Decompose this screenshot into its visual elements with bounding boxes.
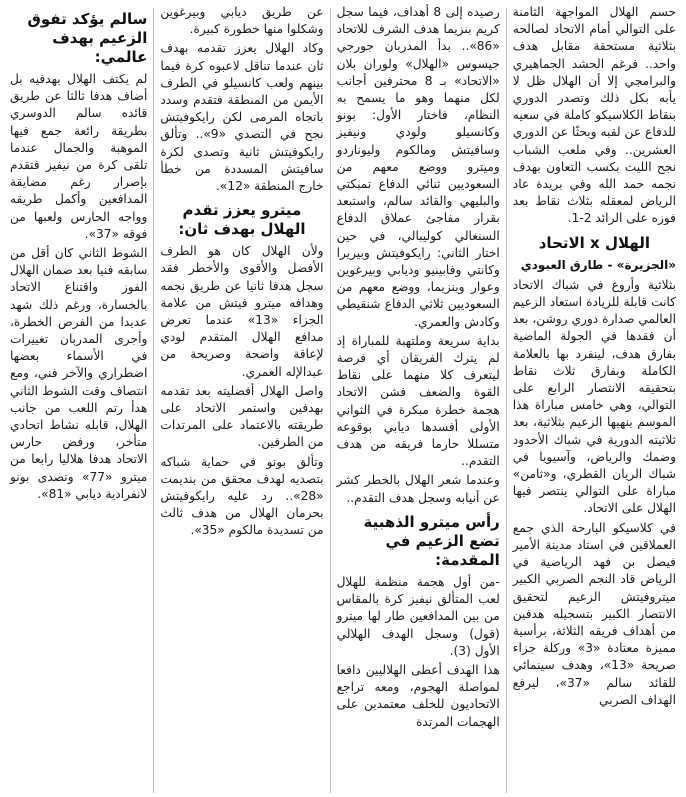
body-paragraph: وتألق بونو في حماية شباكه بتصديه لهدف محقق من بنديمت «28».. رد عليه رايكوفيتش بحرمان الهلال من هدف ثالث من تسديدة مالكوم «35».	[160, 454, 324, 538]
byline	[513, 257, 676, 274]
body-paragraph: بثلاثية وأروع في شباك الاتحاد كانت قابلة للزيادة استعاد الزعيم العالمي صدارة دوري روشن، بعد أن فقدها في الجولة الماضية بفارق هدف، لينفرد بها بالعلامة الكاملة وبفارق ثلاث نقاط بتحقيقه الانتصار الرابع على التوالي، وهي خامس مباراة هذا الموسم ينهيها الزعيم بثلاثية، بعد ثلاثيته الدورية في شباك الأخدود وضمك والرياض، وآسيويا في شباك الريان القطري، و«ثامن» مباراة على التوالي ينتصر فيها الهلال على الاتحاد.	[512, 277, 676, 516]
article-column-4	[4, 4, 153, 797]
article-column-3	[154, 4, 329, 797]
column-divider	[330, 8, 331, 793]
subheadline-metro-header: رأس ميترو الذهبية تضع الزعيم في المقدمة:	[363, 512, 500, 569]
article-column-2	[331, 4, 506, 797]
body-paragraph: عن طريق ديابي وبيرغوين وشكلوا منها خطورة كبيرة.	[160, 5, 324, 37]
column-divider	[153, 8, 154, 793]
body-paragraph: في كلاسيكو البارحة الذي جمع العملاقين في استاد مدينة الأمير فيصل بن فهد الرياضية في الرياض قاد النجم الصربي الكبير ميتروفيتش الزعيم لتحقيق الانتصار الكبير بتسجيله هدفين من أهداف فريقه الثلاثة، برأسية مميزة معتادة «3» وركلة جزاء صريحة «13»، وهدف سينمائي للقائد سالم «37»، ليرفع الهداف الصربي	[512, 520, 676, 707]
body-paragraph: ولأن الهلال كان هو الطرف الأفضل والأقوى والأخطر فقد سجل هدفا ثانيا عن طريق نجمه وهدافه ميترو فيتش من علامة الجزاء «13» عندما تعرض مدافع الهلال المتقدم لودي لإعاقة واضحة وصريحة من عبدالإله العمري.	[160, 244, 324, 379]
byline-source: «الجزيرة» - طارق العبودي	[520, 257, 676, 272]
column-divider	[506, 8, 507, 793]
body-paragraph: رصيده إلى 8 أهداف، فيما سجل كريم بنزيما هدف الشرف للاتحاد «86».. بدأ المدربان جورجي جيسوس «الهلال» ولوران بلان «الاتحاد» بـ 8 محترفين أجانب لكل منهما وهو ما يسمح به النظام، فاختار الأول: بونو وكانسيلو ولودي ونيفيز وسافيتش ومالكوم وليوناردو وميترو ووضع معهم من السعوديين ثنائي الدفاع تمبكتي والبليهي والقائد سالم، واستبعد بقرار مفاجئ عملاق الدفاع السنغالي كوليبالي، في حين اختار الثاني: رايكوفيتش وبيريرا وكانتي وفابينيو وديابي وبيرغوين وعوار وبنزيما، ووضع معهم من السعوديين ثلاثي الدفاع شنقيطي وكادش والعمري.	[336, 5, 500, 329]
intro-paragraph: حسم الهلال المواجهة الثامنة على التوالي أمام الاتحاد لصالحه بثلاثية مستحقة مقابل هدف واحد.. فرغم الحشد الجماهيري والبرامجي إلا أن الهلال ظل لا يأبه بكل ذلك وتصدر الدوري بنقاط الكلاسيكو كاملة في سعيه للدفاع عن لقبه وبحثًا عن الدوري العشرين.. وفي ملعب الشباب نجح الليث بكسب التعاون بهدف نجمه حمد الله وفي بريدة عاد الرياض لمعقله بثلاث نقاط بعد فوزه على الرائد 2-1.	[512, 5, 676, 226]
body-paragraph: وعندما شعر الهلال بالخطر كشر عن أنيابه وسجل هدف التقدم..	[336, 473, 500, 505]
subheadline-metro-second-goal: ميترو يعزز تقدم الهلال بهدف ثان:	[178, 201, 306, 239]
body-paragraph: لم يكتف الهلال بهدفيه بل أضاف هدفا ثالثا عن طريق قائده سالم الدوسري بطريقة رائعة جمع فيها الموهبة والجمال عندما تلقى كرة من نيفيز فتقدم بإصرار رغم مضايقة المدافعين وأكمل طريقه وواجه الحارس ولعبها من فوقه «37».	[10, 72, 148, 241]
body-paragraph: -من أول هجمة منظمة للهلال لعب المتألق نيفيز كرة بالمقاس من بين المدافعين طار لها ميترو (قول) وسجل الهدف الهلالي الأول (3).	[336, 574, 500, 658]
subheadline-salem-goal: سالم يؤكد تفوق الزعيم بهدف عالمي:	[27, 10, 148, 66]
body-paragraph: الشوط الثاني كان أقل من سابقه فنيا بعد ضمان الهلال الفوز واقتناع الاتحاد بالخسارة، ورغم ذلك شهد عديدا من الفرص الخطرة، وأجرى المدربان تغييرات في الأسماء بعضها اضطراري والآخر فني، ومع انتصاف وقت الشوط الثاني هدأ رتم اللعب من جانب الهلال، قابله نشاط اتحادي متأخر، ورفض حارس الاتحاد هدفا هلاليا رابعا من ميترو «77» وتصدى بونو لانفرادية ديابي «81».	[10, 246, 148, 501]
body-paragraph: واصل الهلال أفضليته بعد تقدمه بهدفين واستمر الاتحاد على طريقته بالاعتماد على المرتدات من الطرفين.	[160, 383, 324, 450]
body-paragraph: بداية سريعة وملتهبة للمباراة إذ لم يترك الفريقان أي فرصة ليتعرف كلا منهما على نقاط القوة والضعف فشن الاتحاد هجمة خطرة مبكرة في الثواني الأولى أفسدها ديابي بوقوعه متسللا حارما فريقه من هدف التقدم..	[336, 333, 500, 469]
article-column-1	[507, 4, 682, 797]
headline-hilal-ittihad: الهلال x الاتحاد	[538, 233, 651, 252]
body-paragraph: هذا الهدف أعطى الهلاليين دافعا لمواصلة الهجوم، ومعه تراجع الاتحاديون للخلف معتمدين على الهجمات المرتدة	[336, 662, 500, 729]
body-paragraph: وكاد الهلال يعزز تقدمه بهدف ثان عندما تناقل لاعبوه كرة فيما بينهم ولعب كانسيلو في الطرف الأيمن من المنطقة فتقدم وسدد باتجاه المرمى لكن رايكوفيتش نجح في التصدي «9».. وتألق رايكوفيتش ثانية وتصدى لكرة سافيتش المسددة من خطأ خارج المنطقة «12».	[160, 41, 324, 194]
